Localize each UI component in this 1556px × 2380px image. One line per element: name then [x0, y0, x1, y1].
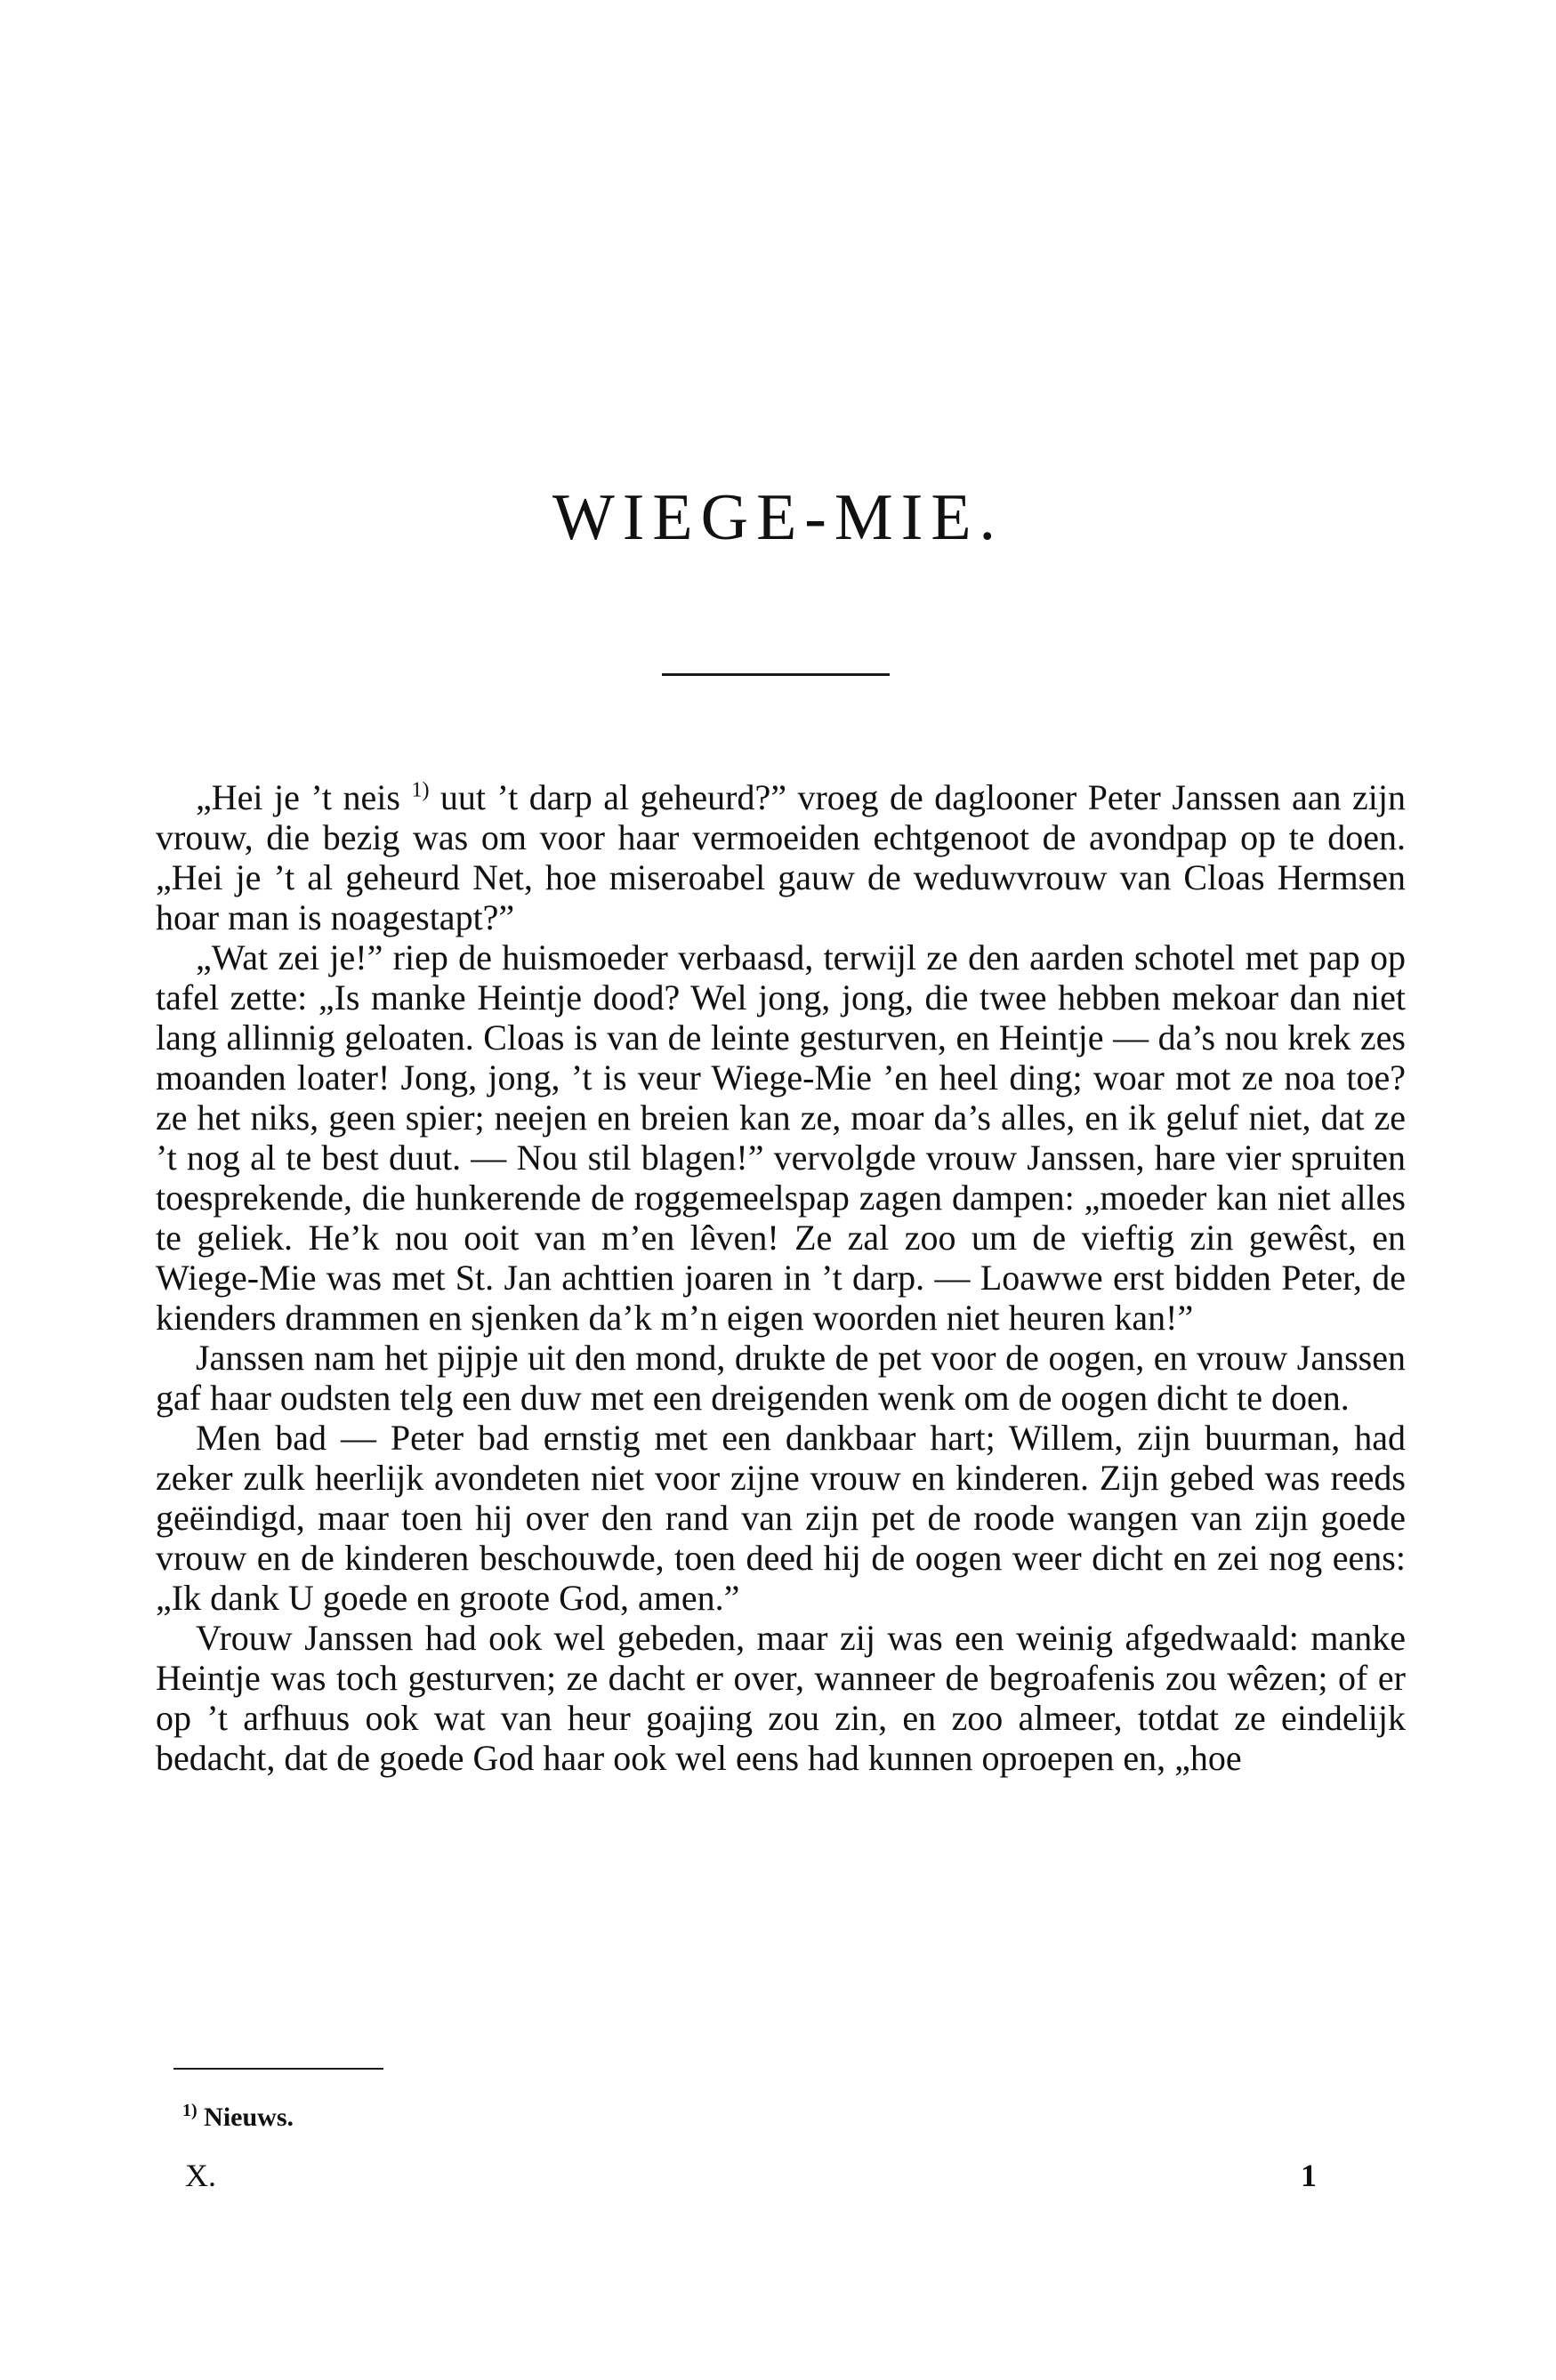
footnote-divider	[173, 2068, 383, 2070]
footnote-mark: 1)	[182, 2101, 198, 2120]
paragraph: Janssen nam het pijpje uit den mond, drukte de pet voor de oogen, en vrouw Janssen gaf haar oudsten telg een duw met een dreigenden wenk om de oogen dicht te doen.	[156, 1338, 1406, 1418]
paragraph	[156, 777, 1406, 937]
signature-mark: X.	[185, 2158, 216, 2193]
paragraph: „Wat zei je!” riep de huismoeder verbaasd, terwijl ze den aarden schotel met pap op tafel zette: „Is manke Heintje dood? Wel jong, jong, die twee hebben mekoar dan niet lang allinnig geloaten. Cloas is van de leinte gesturven, en Heintje — da’s nou krek zes moanden loater! Jong, jong, ’t is veur Wiege-Mie ’en heel ding; woar mot ze noa toe? ze het niks, geen spier; neejen en breien kan ze, moar da’s alles, en ik geluf niet, dat ze ’t nog al te best duut. — Nou stil blagen!” vervolgde vrouw Janssen, hare vier spruiten toesprekende, die hunkerende de roggemeelspap zagen dampen: „moeder kan niet alles te geliek. He’k nou ooit van m’en lêven! Ze zal zoo um de vieftig zin gewêst, en Wiege-Mie was met St. Jan achttien joaren in ’t darp. — Loawwe erst bidden Peter, de kienders drammen en sjenken da’k m’n eigen woorden niet heuren kan!”	[156, 937, 1406, 1338]
paragraph-text: uut ’t darp al geheurd?” vroeg de daglooner Peter Janssen aan zijn vrouw, die bezig was om voor haar vermoeiden echtgenoot de avondpap op te doen. „Hei je ’t al geheurd Net, hoe miseroabel gauw de weduwvrouw van Cloas Hermsen hoar man is noagestapt?”	[156, 777, 1406, 937]
footnote-text: Nieuws.	[204, 2103, 294, 2132]
title-divider	[662, 673, 890, 676]
page-title: WIEGE-MIE.	[552, 481, 1004, 554]
body-text	[156, 777, 1406, 1778]
paragraph: Vrouw Janssen had ook wel gebeden, maar zij was een weinig afgedwaald: manke Heintje was toch gesturven; ze dacht er over, wanneer de begroafenis zou wêzen; of er op ’t arfhuus ook wat van heur goajing zou zin, en zoo almeer, totdat ze eindelijk bedacht, dat de goede God haar ook wel eens had kunnen oproepen en, „hoe	[156, 1618, 1406, 1778]
footnote	[182, 2101, 294, 2132]
page-number: 1	[1301, 2158, 1317, 2193]
footnote-reference: 1)	[411, 778, 430, 802]
paragraph-text: „Hei je ’t neis	[196, 777, 412, 817]
paragraph: Men bad — Peter bad ernstig met een dankbaar hart; Willem, zijn buurman, had zeker zulk heerlijk avondeten niet voor zijne vrouw en kinderen. Zijn gebed was reeds geëindigd, maar toen hij over den rand van zijn pet de roode wangen van zijn goede vrouw en de kinderen beschouwde, toen deed hij de oogen weer dicht en zei nog eens: „Ik dank U goede en groote God, amen.”	[156, 1418, 1406, 1618]
